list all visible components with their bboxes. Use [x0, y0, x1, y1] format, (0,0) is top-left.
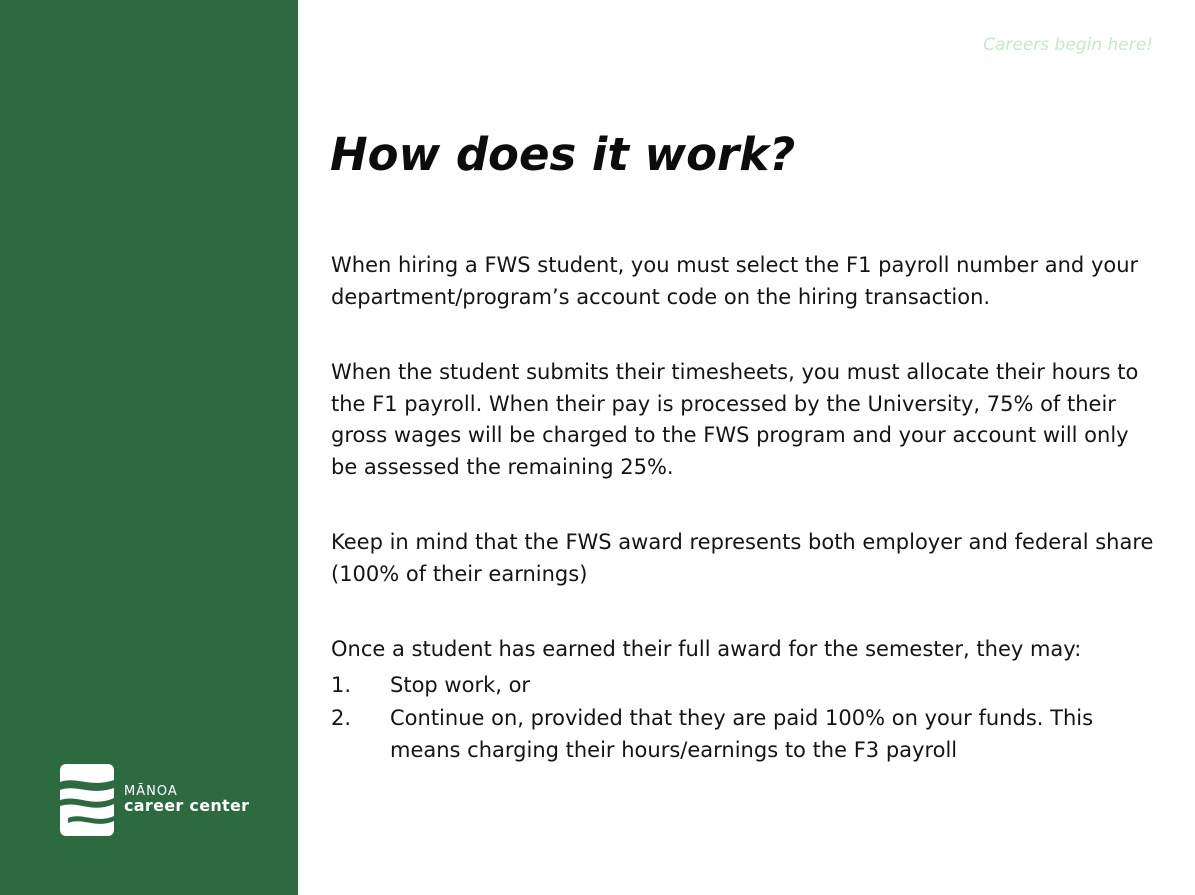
- options-list: [331, 670, 1161, 767]
- slide-title: How does it work?: [330, 128, 796, 181]
- paragraph-hiring: When hiring a FWS student, you must select the F1 payroll number and your department/program’s account code on the hiring transaction.: [331, 253, 1139, 309]
- manoa-career-center-logo: [60, 764, 249, 836]
- list-text: Continue on, provided that they are paid 100% on your funds. This means charging their hours/earnings to the F3 payroll: [390, 706, 1094, 762]
- list-text: Stop work, or: [390, 672, 531, 697]
- career-center-wave-icon: [60, 764, 114, 836]
- paragraph-timesheets: When the student submits their timesheets, you must allocate their hours to the F1 payroll. When their pay is processed by the University, 75% of their gross wages will be charged to the FWS program and your account will only be assessed the remaining 25%.: [331, 360, 1139, 479]
- list-item: [331, 703, 1161, 766]
- slide-body: [331, 250, 1161, 766]
- paragraph-full-award: Once a student has earned their full award for the semester, they may:: [331, 637, 1082, 661]
- logo-line-manoa: MĀNOA: [124, 783, 178, 799]
- tagline: Careers begin here!: [983, 35, 1153, 55]
- green-sidebar: [0, 0, 298, 895]
- logo-line-career-center: career center: [124, 796, 250, 816]
- list-number: 2.: [331, 706, 352, 730]
- list-item: [331, 670, 1161, 702]
- paragraph-award-share: Keep in mind that the FWS award represents both employer and federal share (100% of their earnings): [331, 530, 1154, 586]
- list-number: 1.: [331, 672, 352, 697]
